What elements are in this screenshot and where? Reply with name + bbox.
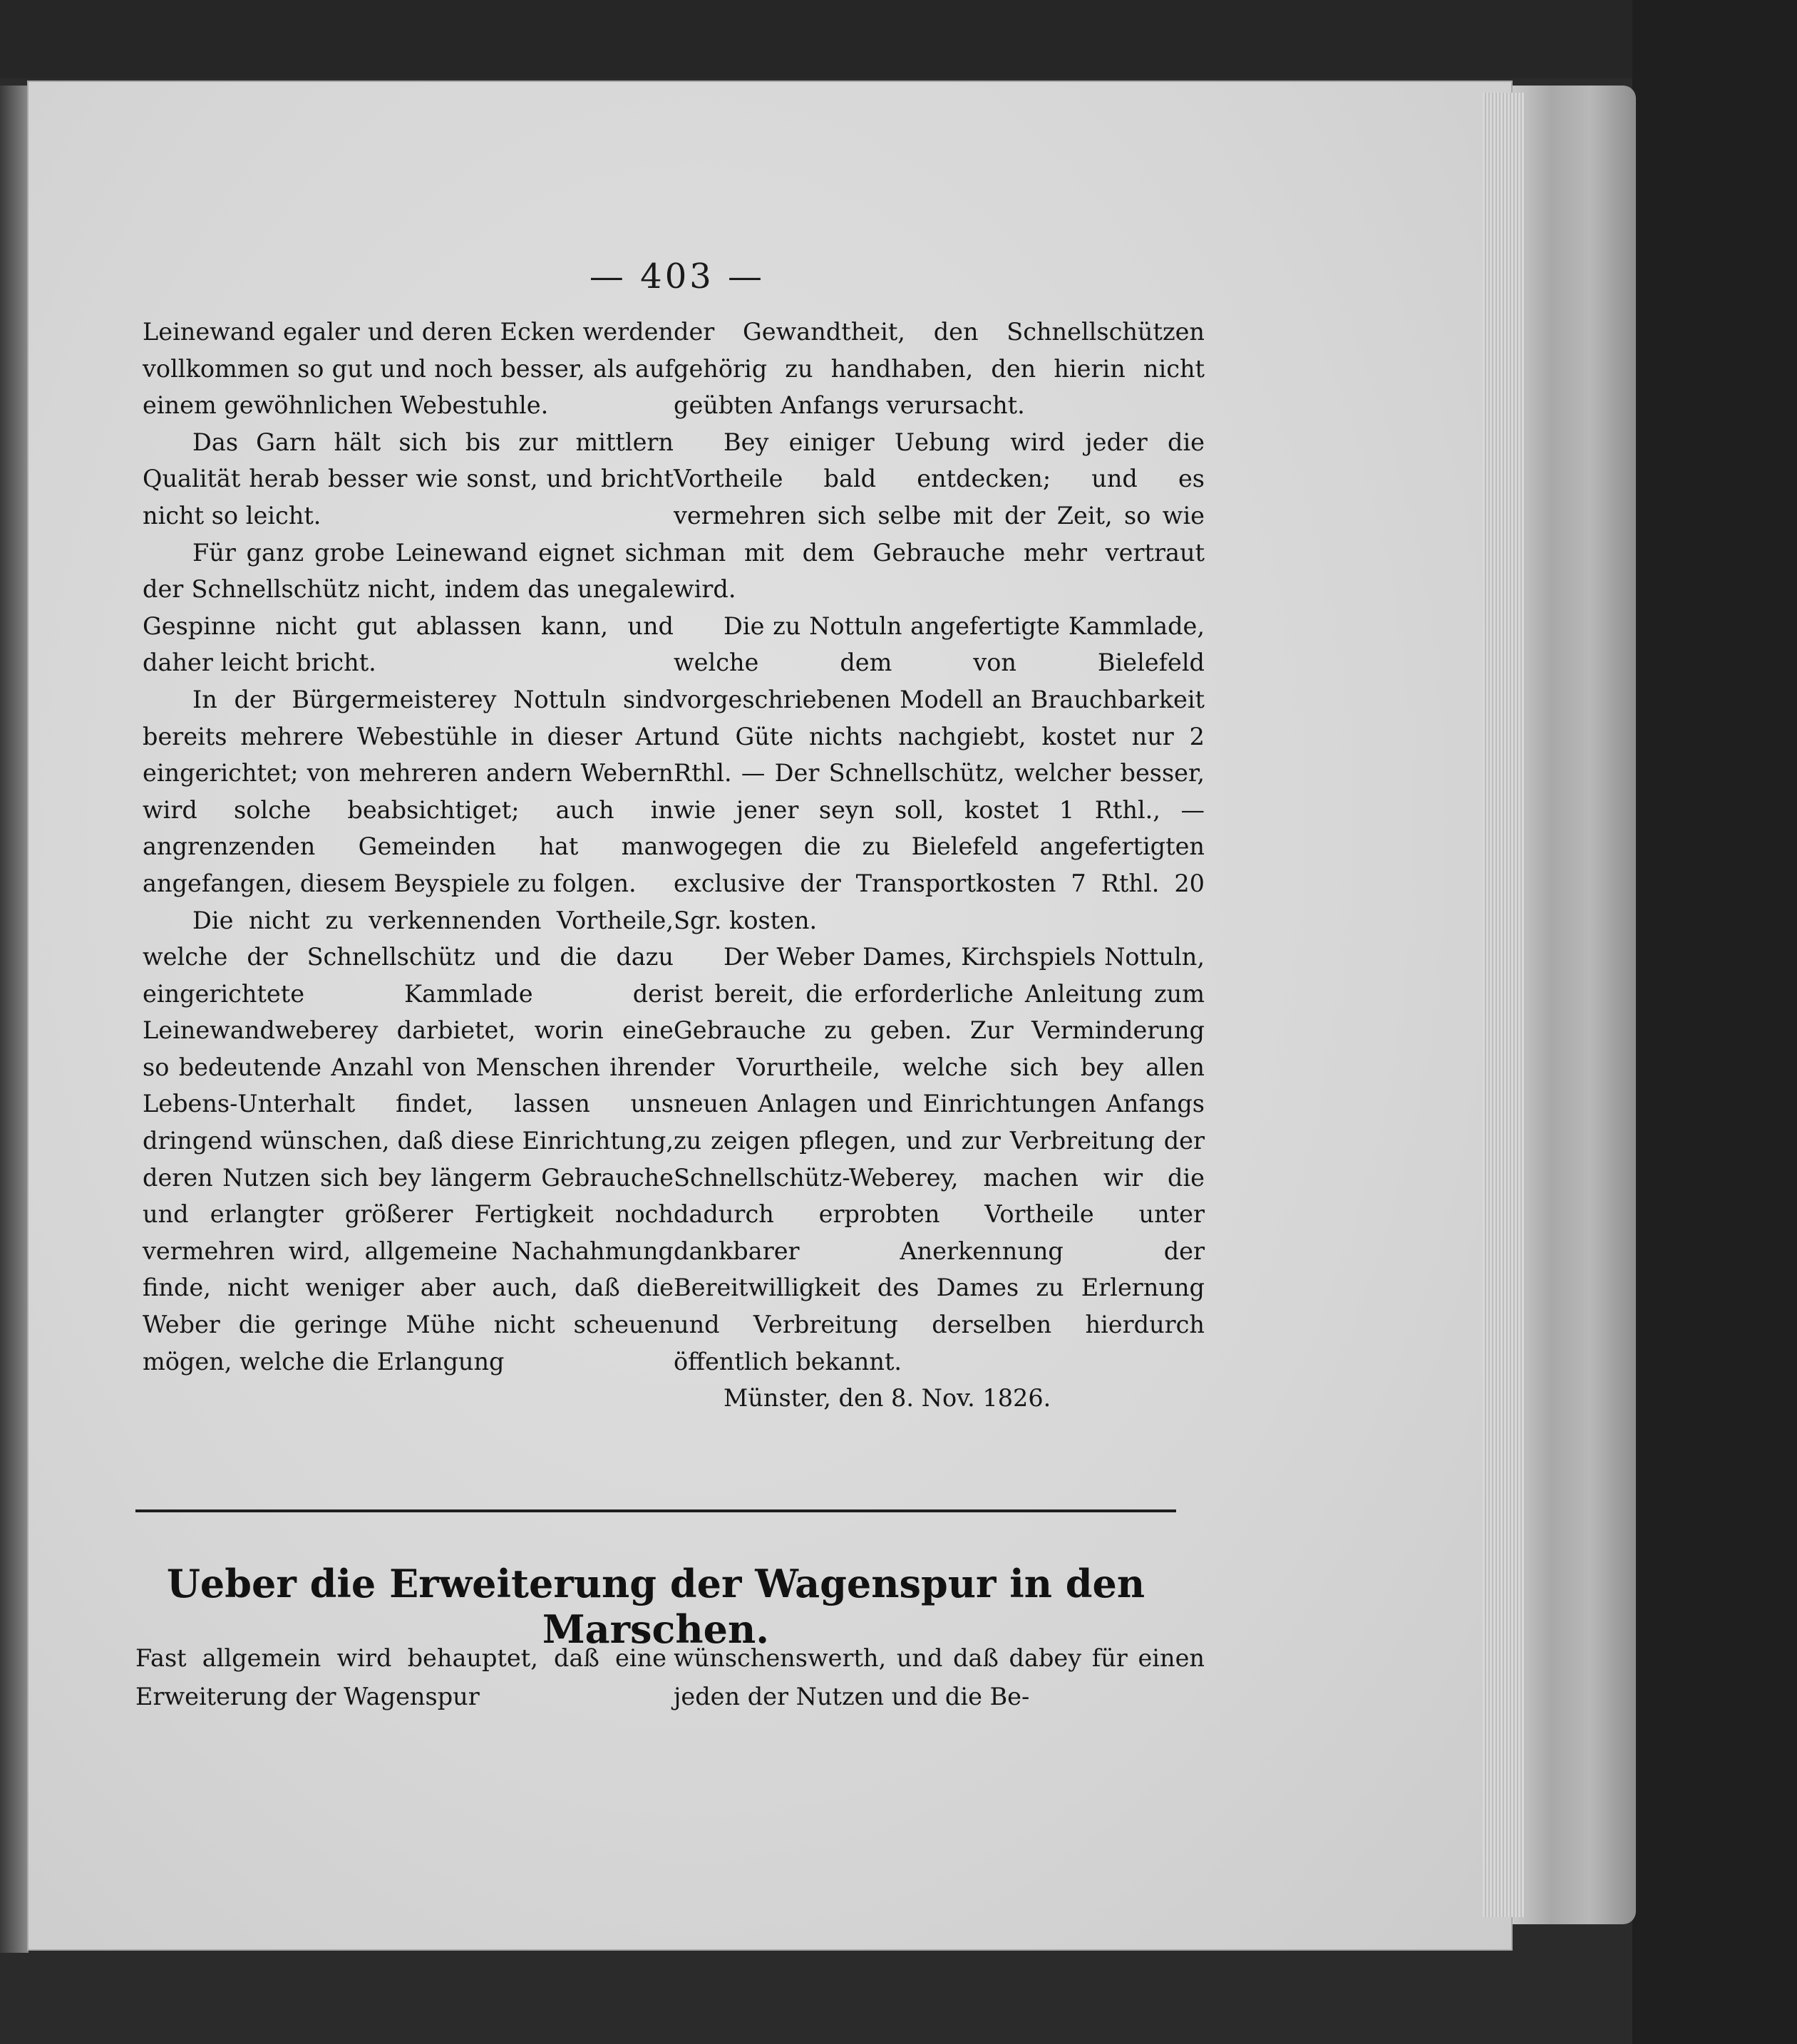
dateline: Münster, den 8. Nov. 1826.: [724, 1384, 1051, 1413]
paragraph: Bey einiger Uebung wird jeder die Vortheile bald entdecken; und es vermehren sich selbe mit der Zeit, so wie man mit dem Gebrauche mehr vertraut wird.: [674, 428, 1205, 604]
paragraph: wünschenswerth, und daß dabey für einen jeden der Nutzen und die Be-: [674, 1644, 1205, 1710]
paragraph: In der Bürgermeisterey Nottuln sind bereits mehrere Webestühle in dieser Art eingerichtet; von mehreren andern Webern wird solche beabsichtiget; auch in angrenzenden Gemeinden hat man angefangen, diesem Beyspiele zu folgen.: [143, 685, 674, 897]
paragraph: Das Garn hält sich bis zur mittlern Qualität herab besser wie sonst, und bricht nicht so leicht.: [143, 428, 674, 530]
page-number: — 403 —: [589, 257, 766, 296]
right-text-column: [674, 314, 1205, 1417]
bottom-right-text: [674, 1639, 1205, 1716]
paragraph: Für ganz grobe Leinewand eignet sich der Schnellschütz nicht, indem das unegale Gespinne nicht gut ablassen kann, und daher leicht bricht.: [143, 538, 674, 677]
scan-background-top: [0, 0, 1797, 78]
page-stack-edge: [1483, 93, 1525, 1917]
paragraph: Die zu Nottuln angefertigte Kammlade, welche dem von Bielefeld vorgeschriebenen Modell an Brauchbarkeit und Güte nichts nachgiebt, kostet nur 2 Rthl. — Der Schnellschütz, welcher besser, wie jener seyn soll, kostet 1 Rthl., — wogegen die zu Bielefeld angefertigten exclusive der Transportkosten 7 Rthl. 20 Sgr. kosten.: [674, 611, 1205, 934]
section-divider: [135, 1509, 1176, 1512]
paragraph: Die nicht zu verkennenden Vortheile, welche der Schnellschütz und die dazu eingerichtete Kammlade der Leinewandweberey darbietet, worin eine so bedeutende Anzahl von Menschen ihren Lebens-Unterhalt findet, lassen uns dringend wünschen, daß diese Einrichtung, deren Nutzen sich bey längerm Gebrauche und erlangter größerer Fertigkeit noch vermehren wird, allgemeine Nachahmung finde, nicht weniger aber auch, daß die Weber die geringe Mühe nicht scheuen mögen, welche die Erlangung: [143, 906, 674, 1375]
scan-background-right: [1632, 0, 1797, 2044]
paragraph: Fast allgemein wird behauptet, daß eine Erweiterung der Wagenspur: [135, 1644, 666, 1710]
bottom-left-text: [135, 1639, 666, 1716]
paragraph: der Gewandtheit, den Schnellschützen gehörig zu handhaben, den hierin nicht geübten Anfangs verursacht.: [674, 318, 1205, 420]
section-heading: Ueber die Erweiterung der Wagenspur in den Marschen.: [166, 1561, 1145, 1652]
book-spine-left: [0, 86, 29, 1953]
left-text-column: [143, 314, 674, 1380]
paragraph: Der Weber Dames, Kirchspiels Nottuln, ist bereit, die erforderliche Anleitung zum Gebrauche zu geben. Zur Verminderung der Vorurtheile, welche sich bey allen neuen Anlagen und Einrichtungen Anfangs zu zeigen pflegen, und zur Verbreitung der Schnellschütz-Weberey, machen wir die dadurch erprobten Vortheile unter dankbarer Anerkennung der Bereitwilligkeit des Dames zu Erlernung und Verbreitung derselben hierdurch öffentlich bekannt.: [674, 943, 1205, 1375]
paragraph: Leinewand egaler und deren Ecken werden vollkommen so gut und noch besser, als auf einem gewöhnlichen Webestuhle.: [143, 318, 674, 420]
